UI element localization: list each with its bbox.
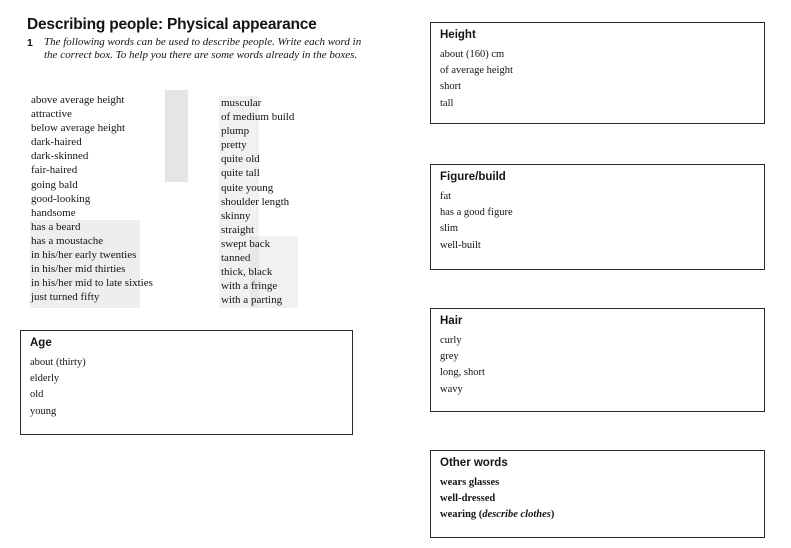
list-item: of medium build xyxy=(221,111,295,124)
list-item: quite young xyxy=(221,181,274,194)
exercise-instruction: The following words can be used to describe people. Write each word in the correct box. To help you there are some words already in the boxes. xyxy=(44,36,362,61)
other-words-box xyxy=(430,450,765,538)
list-item: below average height xyxy=(31,122,126,135)
list-item: fat xyxy=(440,191,452,202)
list-item: swept back xyxy=(221,237,271,250)
age-word-list xyxy=(30,355,86,420)
list-item: handsome xyxy=(31,206,76,219)
list-item: curly xyxy=(440,335,462,346)
list-item: about (160) cm xyxy=(440,49,505,60)
list-item: tanned xyxy=(221,252,251,265)
list-item: dark-haired xyxy=(31,136,82,149)
list-item: in his/her mid thirties xyxy=(31,263,126,276)
list-item: good-looking xyxy=(31,192,91,205)
list-item: slim xyxy=(440,223,459,235)
list-item: well-dressed xyxy=(440,493,496,505)
page-title: Describing people: Physical appearance xyxy=(27,16,317,33)
list-item: grey xyxy=(440,351,459,363)
figure-build-heading: Figure/build xyxy=(440,171,506,183)
list-item: young xyxy=(30,405,57,417)
height-box xyxy=(430,22,765,124)
list-item: thick, black xyxy=(221,266,273,279)
list-item: shoulder length xyxy=(221,195,290,208)
height-word-list xyxy=(440,47,513,112)
age-box xyxy=(20,330,353,435)
list-item: just turned fifty xyxy=(31,291,100,304)
list-item: with a fringe xyxy=(221,280,278,293)
figure-build-box xyxy=(430,164,765,270)
word-list-column-1 xyxy=(31,93,153,304)
list-item: in his/her mid to late sixties xyxy=(31,277,153,290)
height-heading: Height xyxy=(440,29,476,41)
list-item: tall xyxy=(440,97,454,109)
list-item: skinny xyxy=(221,209,251,222)
list-item: has a good figure xyxy=(440,207,513,219)
list-item: going bald xyxy=(31,178,78,191)
list-item: plump xyxy=(221,125,250,138)
word-list-column-2 xyxy=(221,96,294,307)
list-item: quite old xyxy=(221,153,260,166)
list-item: in his/her early twenties xyxy=(31,249,137,262)
list-item-text: wearing ( xyxy=(440,509,483,521)
hair-word-list xyxy=(440,333,485,398)
list-item: about (thirty) xyxy=(30,357,86,368)
list-item: wavy xyxy=(440,383,463,395)
list-item: muscular xyxy=(221,97,262,109)
age-heading: Age xyxy=(30,337,52,349)
list-item: has a moustache xyxy=(31,234,104,247)
hair-box xyxy=(430,308,765,412)
hair-heading: Hair xyxy=(440,315,463,327)
list-item: dark-skinned xyxy=(31,150,89,163)
list-item: with a parting xyxy=(221,294,283,307)
list-item: of average height xyxy=(440,65,513,77)
list-item xyxy=(440,507,554,523)
list-item-text: ) xyxy=(550,509,555,521)
other-words-word-list xyxy=(440,475,554,524)
list-item: wears glasses xyxy=(440,477,500,488)
list-item: long, short xyxy=(440,367,485,379)
list-item: attractive xyxy=(31,108,72,121)
figure-build-word-list xyxy=(440,189,513,254)
list-item-note: describe clothes xyxy=(482,509,551,521)
list-item: fair-haired xyxy=(31,164,78,177)
exercise-number: 1 xyxy=(27,37,33,49)
list-item: elderly xyxy=(30,373,60,385)
list-item: above average height xyxy=(31,94,125,106)
other-words-heading: Other words xyxy=(440,457,508,469)
list-item: straight xyxy=(221,223,254,236)
scan-shading xyxy=(165,90,188,182)
list-item: pretty xyxy=(221,139,247,152)
list-item: quite tall xyxy=(221,167,260,180)
list-item: old xyxy=(30,389,44,401)
list-item: has a beard xyxy=(31,220,81,233)
list-item: short xyxy=(440,81,461,93)
list-item: well-built xyxy=(440,239,481,251)
